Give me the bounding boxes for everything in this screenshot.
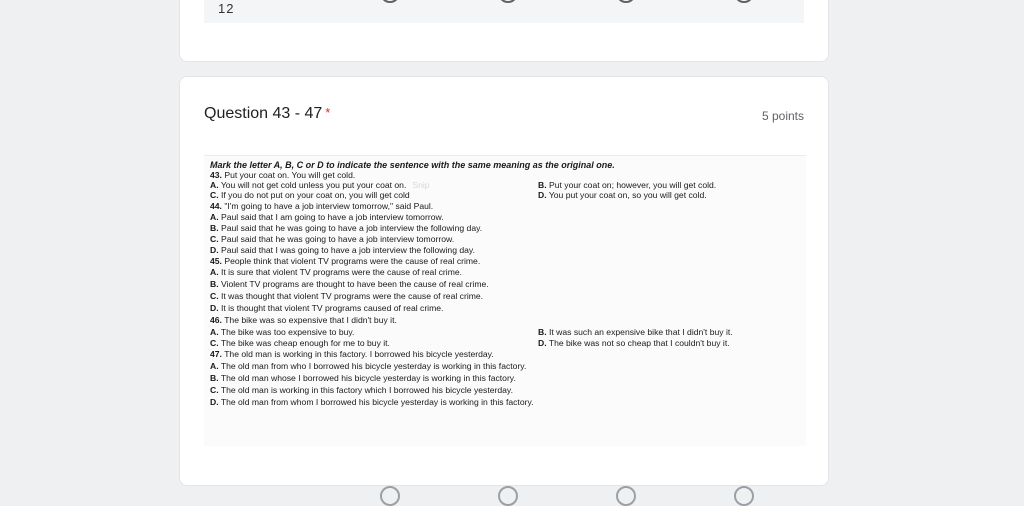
grid-radio-3[interactable] [616, 0, 636, 3]
item-47-option-c: C. The old man is working in this factory which I borrowed his bicycle yesterday. [210, 385, 513, 395]
item-47-stem: 47. The old man is working in this factory. I borrowed his bicycle yesterday. [210, 349, 494, 359]
question-title-text: Question 43 - 47 [204, 105, 323, 122]
grid-radio-1[interactable] [380, 0, 400, 3]
item-45-option-d: D. It is thought that violent TV programs caused of real crime. [210, 303, 444, 313]
item-43-option-c: C. If you do not put on your coat on, you will get cold [210, 190, 410, 200]
item-46-option-b: B. It was such an expensive bike that I didn't buy it. [538, 327, 733, 337]
item-43-option-a: A. You will not get cold unless you put your coat on. Snip [210, 180, 430, 190]
item-44-option-c: C. Paul said that he was going to have a job interview tomorrow. [210, 234, 455, 244]
question-image [204, 155, 806, 446]
question-points: 5 points [761, 109, 804, 123]
question-card [179, 76, 829, 486]
item-43-stem: 43. Put your coat on. You will get cold. [210, 170, 356, 180]
grid-radio-bottom-2[interactable] [498, 486, 518, 506]
item-46-option-d: D. The bike was not so cheap that I couldn't buy it. [538, 338, 730, 348]
snip-watermark: Snip [412, 180, 430, 190]
required-asterisk: * [325, 105, 331, 120]
grid-radio-2[interactable] [498, 0, 518, 3]
worksheet-instruction: Mark the letter A, B, C or D to indicate the sentence with the same meaning as the original one. [210, 160, 615, 170]
item-43-option-d: D. You put your coat on, so you will get cold. [538, 190, 707, 200]
item-45-option-c: C. It was thought that violent TV programs were the cause of real crime. [210, 291, 484, 301]
grid-radio-bottom-4[interactable] [734, 486, 754, 506]
item-43-option-b: B. Put your coat on; however, you will get cold. [538, 180, 717, 190]
previous-question-card [179, 0, 829, 62]
item-46-option-a: A. The bike was too expensive to buy. [210, 327, 355, 337]
item-44-option-a: A. Paul said that I am going to have a job interview tomorrow. [210, 212, 444, 222]
item-45-option-b: B. Violent TV programs are thought to have been the cause of real crime. [210, 279, 489, 289]
item-44-stem: 44. "I'm going to have a job interview tomorrow," said Paul. [210, 201, 434, 211]
item-44-option-b: B. Paul said that he was going to have a job interview the following day. [210, 223, 483, 233]
item-45-stem: 45. People think that violent TV programs were the cause of real crime. [210, 256, 481, 266]
grid-radio-bottom-1[interactable] [380, 486, 400, 506]
question-title [204, 105, 330, 123]
item-47-option-a: A. The old man from who I borrowed his bicycle yesterday is working in this factory. [210, 361, 527, 371]
item-47-option-d: D. The old man from whom I borrowed his bicycle yesterday is working in this factory. [210, 397, 534, 407]
item-47-option-b: B. The old man whose I borrowed his bicycle yesterday is working in this factory. [210, 373, 516, 383]
grid-row-number: 12 [218, 1, 235, 16]
item-46-stem: 46. The bike was so expensive that I didn't buy it. [210, 315, 397, 325]
item-44-option-d: D. Paul said that I was going to have a job interview the following day. [210, 245, 475, 255]
choice-grid-row [204, 0, 804, 23]
grid-radio-bottom-3[interactable] [616, 486, 636, 506]
grid-radio-4[interactable] [734, 0, 754, 3]
item-46-option-c: C. The bike was cheap enough for me to buy it. [210, 338, 390, 348]
item-45-option-a: A. It is sure that violent TV programs were the cause of real crime. [210, 267, 463, 277]
